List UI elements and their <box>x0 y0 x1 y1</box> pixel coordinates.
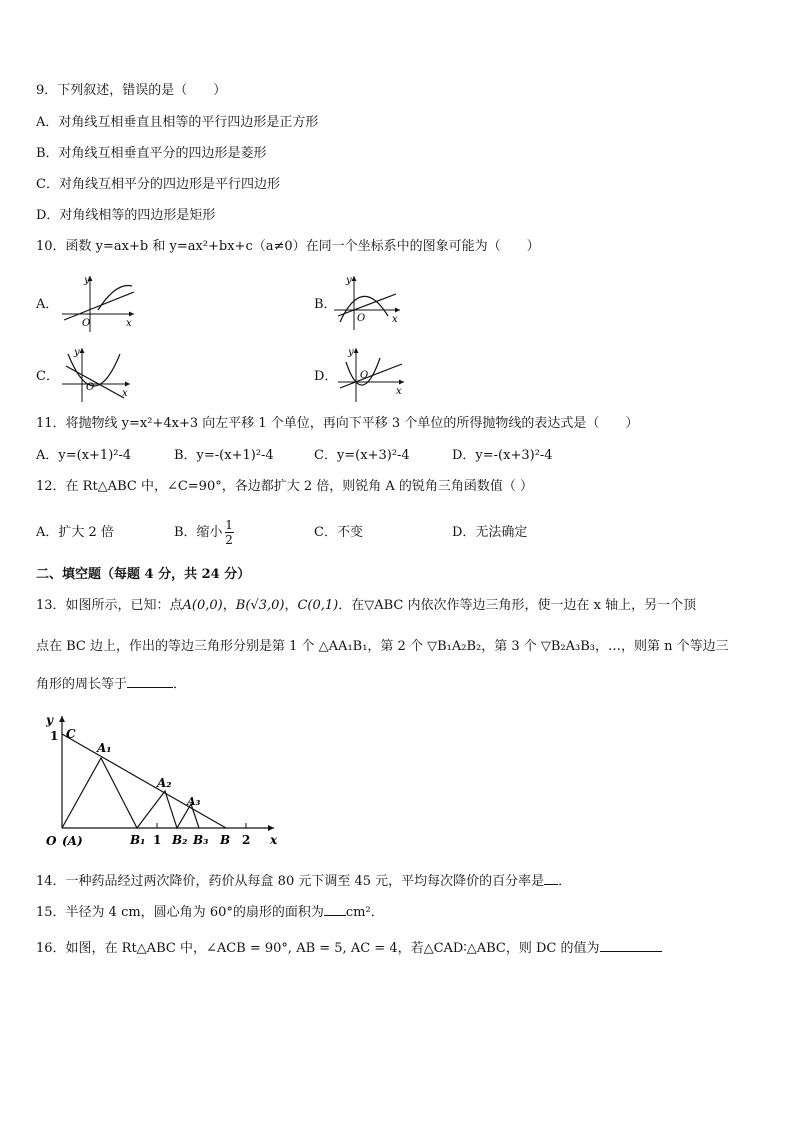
q10-graph-c <box>60 344 134 404</box>
q9-stem: 9．下列叙述，错误的是（ ） <box>36 83 227 98</box>
q13-fig-label-b1: B₁ <box>130 833 146 847</box>
q14-end: ． <box>558 874 572 889</box>
q10-graph-d <box>336 344 408 404</box>
q10-d-axis-x-label: x <box>396 386 402 397</box>
q13-sep-2: ， <box>284 598 298 613</box>
q14-line <box>36 873 571 891</box>
q13-intro: 13．如图所示，已知：点 <box>36 598 183 613</box>
q12-option-a: A．扩大 2 倍 <box>36 525 114 540</box>
q15-answer-blank[interactable] <box>324 915 346 916</box>
q9-option-b: B．对角线互相垂直平分的四边形是菱形 <box>36 146 267 161</box>
q13-fig-label-one: 1 <box>50 729 59 743</box>
q10-option-c-label: C． <box>36 369 59 384</box>
q10-c-axis-y-label: y <box>74 347 80 358</box>
q11-option-c: C．y=(x+3)²-4 <box>314 448 410 463</box>
q10-d-origin-label: O <box>360 370 369 381</box>
q12-stem: 12．在 Rt△ABC 中，∠C=90°，各边都扩大 2 倍，则锐角 A 的锐角三角函数值（ ） <box>36 479 534 494</box>
q11-stem: 11．将抛物线 y=x²+4x+3 向左平移 1 个单位，再向下平移 3 个单位的所得抛物线的表达式是（ ） <box>36 416 639 431</box>
q14-text: 14．一种药品经过两次降价，药价从每盒 80 元下调至 45 元，平均每次降价的百分率是 <box>36 874 545 889</box>
q13-line-3 <box>36 676 186 694</box>
q10-graph-a <box>60 272 138 334</box>
q13-line-2: 点在 BC 边上，作出的等边三角形分别是第 1 个 △AA₁B₁，第 2 个 ▽B₁A₂B₂，第 3 个 ▽B₂A₃B₃，…，则第 n 个等边三 <box>36 639 729 654</box>
q13-fig-label-x: x <box>270 833 278 847</box>
q10-c-origin-label: O <box>86 382 95 393</box>
q11-option-b: B．y=-(x+1)²-4 <box>174 448 274 463</box>
q10-option-d-label: D． <box>314 369 338 384</box>
q13-fig-label-o: O <box>46 834 57 848</box>
section-heading-fill-in: 二、填空题（每题 4 分，共 24 分） <box>36 567 251 582</box>
q10-a-origin-label: O <box>82 318 91 329</box>
q13-line-3-text: 角形的周长等于 <box>36 677 128 692</box>
q14-answer-blank[interactable] <box>544 884 558 885</box>
q10-graph-b <box>332 272 404 332</box>
q13-fig-label-y: y <box>46 713 53 727</box>
q12-option-c: C．不变 <box>314 525 363 540</box>
q13-fig-label-c: C <box>66 727 76 741</box>
q13-point-b: B(√3,0) <box>235 598 285 613</box>
q13-line-3-end: ． <box>173 677 187 692</box>
q13-triangle-chain <box>62 758 199 828</box>
q13-y-axis-arrow <box>59 716 65 722</box>
q12-fraction-denominator: 2 <box>225 533 233 547</box>
q13-point-c: C(0,1) <box>297 598 339 613</box>
q16-text: 16．如图，在 Rt△ABC 中，∠ACB = 90°, AB = 5, AC = 4，若△CAD∶△ABC，则 DC 的值为 <box>36 941 600 956</box>
q9-option-c: C．对角线互相平分的四边形是平行四边形 <box>36 177 280 192</box>
q9-option-a: A．对角线互相垂直且相等的平行四边形是正方形 <box>36 115 319 130</box>
q12-option-b <box>174 514 234 552</box>
q9-option-d: D．对角线相等的四边形是矩形 <box>36 208 216 223</box>
q10-a-axis-y-label: y <box>84 275 90 286</box>
q16-line <box>36 940 662 958</box>
q13-fig-label-tick-1: 1 <box>153 833 162 847</box>
q13-fig-label-tick-2: 2 <box>242 833 251 847</box>
q13-sep-1: ， <box>222 598 236 613</box>
q10-a-axis-x-label: x <box>126 318 132 329</box>
q13-fig-label-a1: A₁ <box>97 741 112 755</box>
q13-fig-label-b3: B₃ <box>193 833 209 847</box>
q13-fig-label-b: B <box>220 833 231 847</box>
q13-line-1 <box>36 597 696 615</box>
q10-stem: 10．函数 y=ax+b 和 y=ax²+bx+c（a≠0）在同一个坐标系中的图象可能为（ ） <box>36 239 540 254</box>
q12-fraction-numerator: 1 <box>225 518 233 532</box>
q13-figure <box>36 708 286 854</box>
q10-b-axis-x-label: x <box>392 314 398 325</box>
q13-segment-bc <box>62 734 226 828</box>
q13-fig-label-b2: B₂ <box>172 833 188 847</box>
q10-b-origin-label: O <box>357 313 366 324</box>
q15-end: cm²． <box>345 905 384 920</box>
q15-line <box>36 904 384 922</box>
q10-option-b-label: B． <box>314 297 337 312</box>
q10-option-a-label: A． <box>36 297 59 312</box>
q12-option-b-fraction <box>225 518 234 547</box>
q10-b-axis-y-label: y <box>346 275 352 286</box>
q13-x-axis-arrow <box>268 825 274 831</box>
q11-option-a: A．y=(x+1)²-4 <box>36 448 132 463</box>
q13-point-a: A(0,0) <box>182 598 223 613</box>
q13-fig-label-a2: A₂ <box>157 776 172 790</box>
q12-option-b-text: B．缩小 <box>174 525 223 540</box>
q10-c-axis-x-label: x <box>122 388 128 399</box>
q16-answer-blank[interactable] <box>600 951 662 952</box>
q13-answer-blank[interactable] <box>127 687 173 688</box>
q13-fig-label-a3: A₃ <box>187 795 201 808</box>
q13-fig-label-a: (A) <box>62 834 83 848</box>
q11-option-d: D．y=-(x+3)²-4 <box>452 448 553 463</box>
q12-option-d: D．无法确定 <box>452 525 528 540</box>
q10-d-axis-y-label: y <box>348 347 354 358</box>
q13-line-1-rest: ．在▽ABC 内依次作等边三角形，使一边在 x 轴上，另一个顶 <box>338 598 697 613</box>
q15-text: 15．半径为 4 cm，圆心角为 60°的扇形的面积为 <box>36 905 324 920</box>
